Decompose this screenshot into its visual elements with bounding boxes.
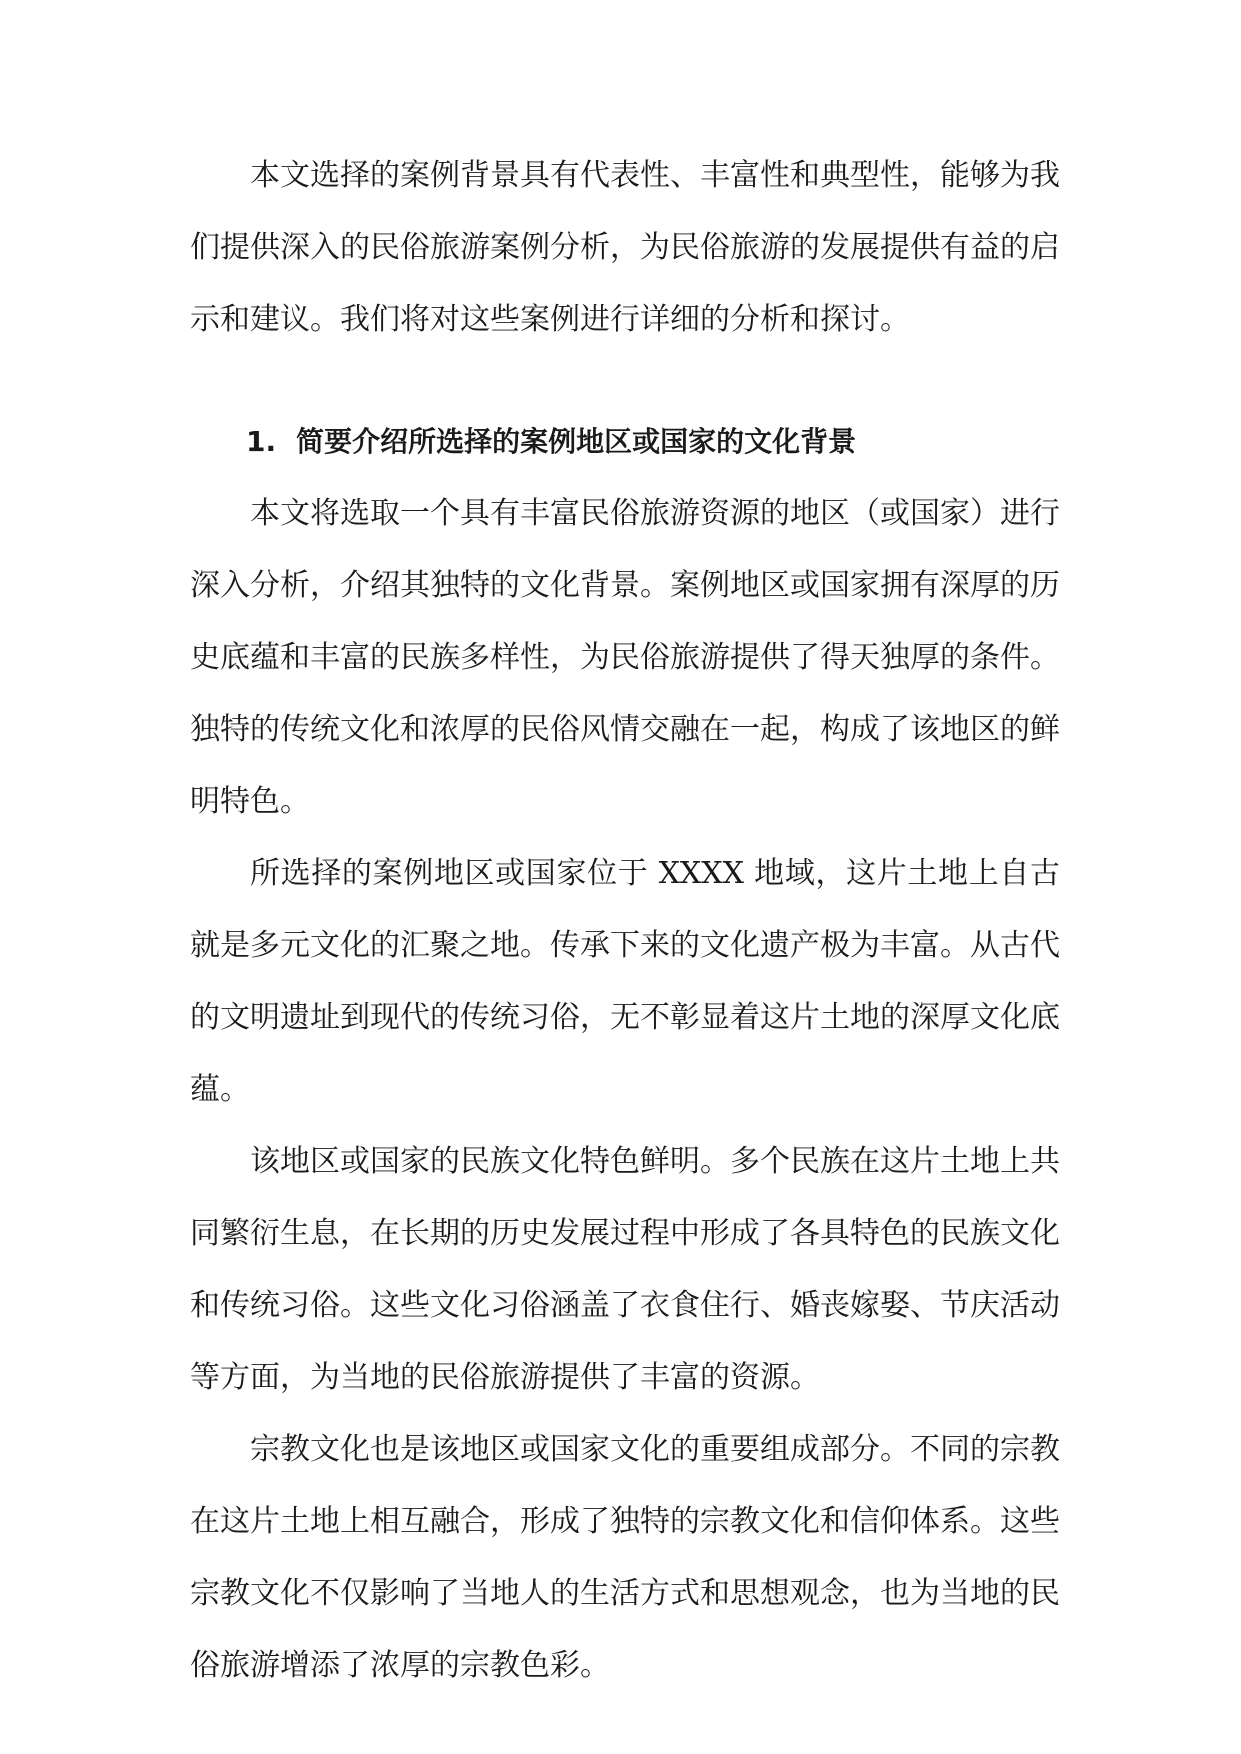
intro-paragraph: 本文选择的案例背景具有代表性、丰富性和典型性，能够为我们提供深入的民俗旅游案例分析，为民俗旅游的发展提供有益的启示和建议。我们将对这些案例进行详细的分析和探讨。 (190, 158, 1060, 337)
body-paragraph-1: 本文将选取一个具有丰富民俗旅游资源的地区（或国家）进行深入分析，介绍其独特的文化背景。案例地区或国家拥有深厚的历史底蕴和丰富的民族多样性，为民俗旅游提供了得天独厚的条件。独特的传统文化和浓厚的民俗风情交融在一起，构成了该地区的鲜明特色。 (190, 496, 1060, 819)
document-body (190, 140, 1060, 1702)
section-heading (190, 406, 1060, 478)
body-paragraph-3: 该地区或国家的民族文化特色鲜明。多个民族在这片土地上共同繁衍生息，在长期的历史发展过程中形成了各具特色的民族文化和传统习俗。这些文化习俗涵盖了衣食住行、婚丧嫁娶、节庆活动等方面，为当地的民俗旅游提供了丰富的资源。 (190, 1144, 1060, 1395)
section-number: 1. (246, 425, 277, 458)
body-paragraph-4: 宗教文化也是该地区或国家文化的重要组成部分。不同的宗教在这片土地上相互融合，形成了独特的宗教文化和信仰体系。这些宗教文化不仅影响了当地人的生活方式和思想观念，也为当地的民俗旅游增添了浓厚的宗教色彩。 (190, 1432, 1060, 1683)
spacer (190, 356, 1060, 406)
body-paragraph-2: 所选择的案例地区或国家位于 XXXX 地域，这片土地上自古就是多元文化的汇聚之地。传承下来的文化遗产极为丰富。从古代的文明遗址到现代的传统习俗，无不彰显着这片土地的深厚文化底蕴。 (190, 856, 1060, 1107)
section-title: 简要介绍所选择的案例地区或国家的文化背景 (296, 425, 857, 458)
